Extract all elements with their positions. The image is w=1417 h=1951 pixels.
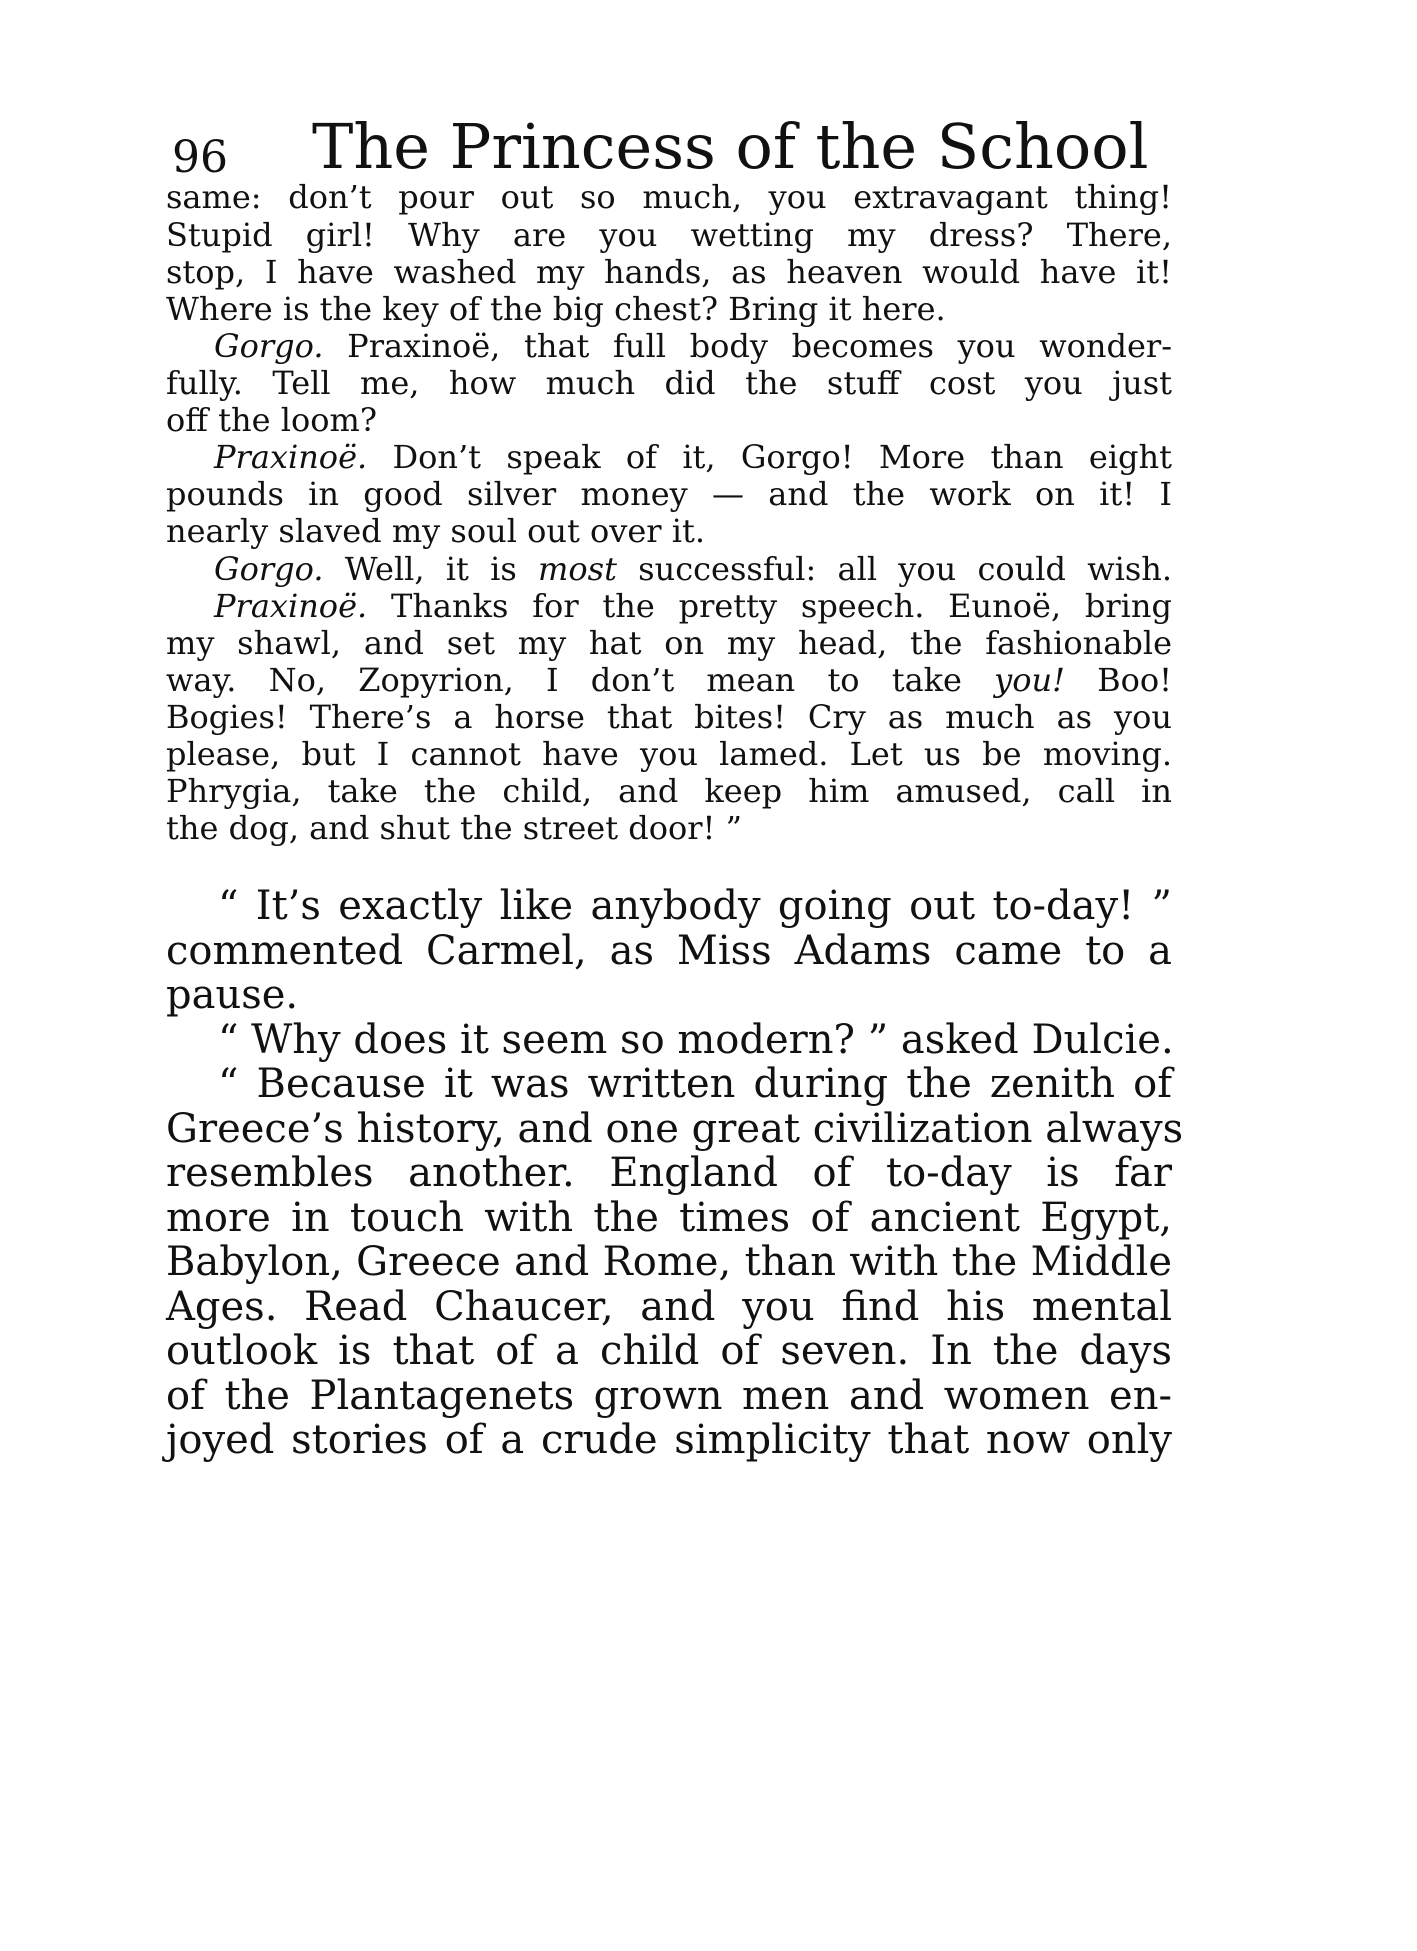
speaker-gorgo: Gorgo. xyxy=(214,550,324,588)
narrative-line: pause. xyxy=(166,972,299,1018)
narrative-line: resembles another. England of to-day is far xyxy=(166,1150,1172,1196)
dialogue-line: Gorgo. Praxinoë, that full body becomes you wonder- xyxy=(214,327,1173,365)
running-title: The Princess of the School xyxy=(312,110,1149,183)
speaker-gorgo: Gorgo. xyxy=(214,327,324,365)
narrative-line: of the Plantagenets grown men and women en- xyxy=(166,1373,1172,1419)
narrative-line: more in touch with the times of ancient Egypt, xyxy=(166,1195,1172,1241)
dialogue-line: the dog, and shut the street door! ” xyxy=(166,809,742,847)
narrative-line: Greece’s history, and one great civilization always xyxy=(166,1106,1184,1152)
dialogue-line: nearly slaved my soul out over it. xyxy=(166,512,706,550)
narrative-line: Babylon, Greece and Rome, than with the Middle xyxy=(166,1239,1172,1285)
narrative-line: “ It’s exactly like anybody going out to-day! ” xyxy=(218,883,1172,929)
narrative-line: “ Why does it seem so modern? ” asked Dulcie. xyxy=(218,1017,1174,1063)
page-number: 96 xyxy=(172,132,228,183)
dialogue-line: same: don’t pour out so much, you extravagant thing! xyxy=(166,178,1172,216)
emphasis: most xyxy=(538,550,617,588)
dialogue-line: pounds in good silver money — and the work on it! I xyxy=(166,475,1172,513)
dialogue-line: Where is the key of the big chest? Bring it here. xyxy=(166,290,946,328)
dialogue-line: Praxinoë. Thanks for the pretty speech. Eunoë, bring xyxy=(214,587,1173,625)
narrative-line: outlook is that of a child of seven. In the days xyxy=(166,1328,1172,1374)
narrative-line: commented Carmel, as Miss Adams came to a xyxy=(166,928,1172,974)
dialogue-line: fully. Tell me, how much did the stuff cost you just xyxy=(166,364,1172,402)
dialogue-line: Stupid girl! Why are you wetting my dress? There, xyxy=(166,216,1172,254)
dialogue-line: Praxinoë. Don’t speak of it, Gorgo! More than eight xyxy=(214,438,1173,476)
speaker-praxinoe: Praxinoë. xyxy=(214,587,368,625)
dialogue-line: Bogies! There’s a horse that bites! Cry as much as you xyxy=(166,698,1172,736)
dialogue-line: my shawl, and set my hat on my head, the fashionable xyxy=(166,624,1172,662)
dialogue-line: please, but I cannot have you lamed. Let us be moving. xyxy=(166,735,1172,773)
speaker-praxinoe: Praxinoë. xyxy=(214,438,368,476)
narrative-line: Ages. Read Chaucer, and you find his mental xyxy=(166,1284,1172,1330)
narrative-line: joyed stories of a crude simplicity that now only xyxy=(166,1417,1172,1463)
dialogue-line: Gorgo. Well, it is most successful: all you could wish. xyxy=(214,550,1173,588)
emphasis: you! xyxy=(994,661,1065,699)
dialogue-line: stop, I have washed my hands, as heaven would have it! xyxy=(166,253,1172,291)
dialogue-line: Phrygia, take the child, and keep him amused, call in xyxy=(166,772,1172,810)
dialogue-line: off the loom? xyxy=(166,401,378,439)
narrative-line: “ Because it was written during the zenith of xyxy=(218,1061,1172,1107)
dialogue-line: way. No, Zopyrion, I don’t mean to take you! Boo! xyxy=(166,661,1173,699)
